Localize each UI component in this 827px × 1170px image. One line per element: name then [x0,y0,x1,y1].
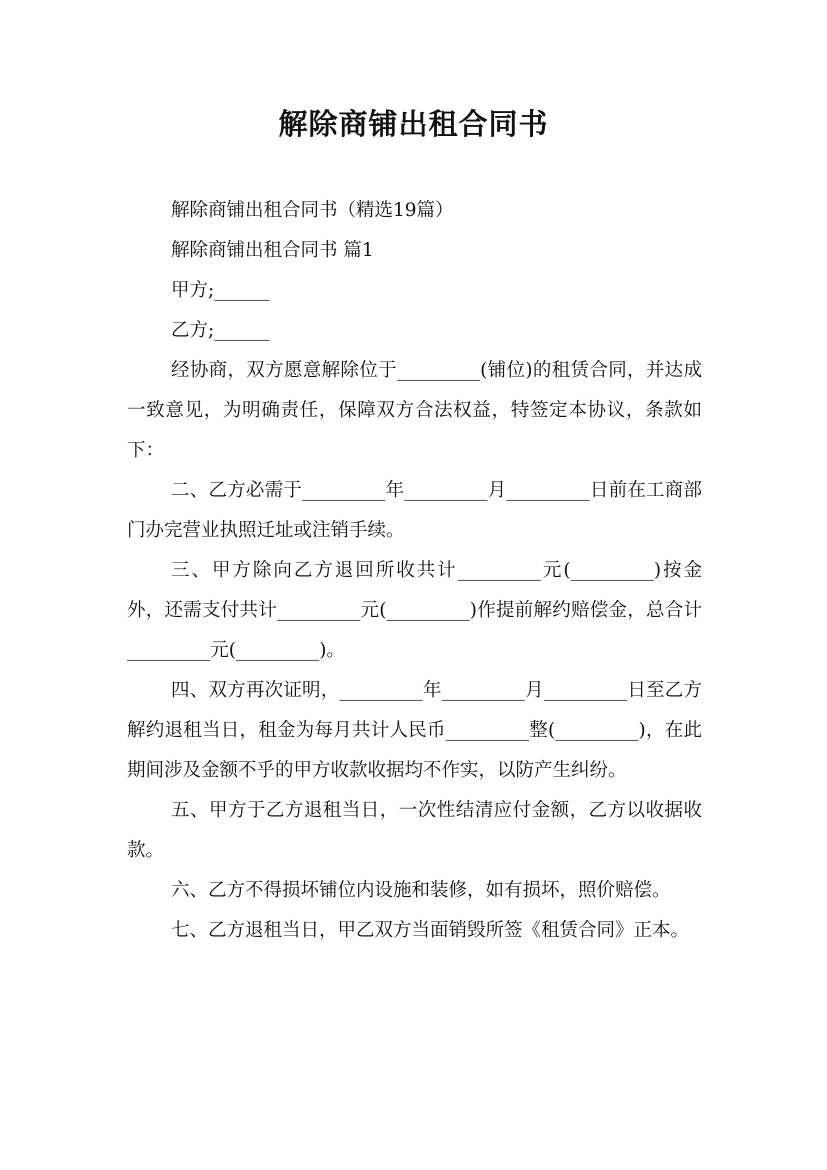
paragraph-subtitle: 解除商铺出租合同书（精选19篇） [171,200,454,221]
document-body [127,191,702,951]
paragraph-preamble: 经协商，双方愿意解除位于_________(铺位)的租赁合同，并达成一致意见，为明确责任，保障双方合法权益，特签定本协议，条款如下： [127,360,702,461]
paragraph-clause-4: 四、双方再次证明，_________年_________月_________日至乙方解约退租当日，租金为每月共计人民币_________整(_________)，在此期间涉及金额不乎的甲方收款收据均不作实，以防产生纠纷。 [127,680,702,781]
paragraph-clause-7: 七、乙方退租当日，甲乙双方当面销毁所签《租赁合同》正本。 [171,920,690,941]
paragraph-clause-2: 二、乙方必需于_________年_________月_________日前在工商部门办完营业执照迁址或注销手续。 [127,480,702,541]
paragraph-clause-6: 六、乙方不得损坏铺位内设施和装修，如有损坏，照价赔偿。 [171,880,671,901]
paragraph-clause-3: 三、甲方除向乙方退回所收共计_________元(_________)按金外，还需支付共计_________元(_________)作提前解约赔偿金，总合计_________元(_________)。 [127,560,702,661]
paragraph-party-a: 甲方;______ [171,280,270,301]
paragraph-party-b: 乙方;______ [171,320,270,341]
paragraph-clause-5: 五、甲方于乙方退租当日，一次性结清应付金额，乙方以收据收款。 [127,800,702,861]
document-title: 解除商铺出租合同书 [278,107,549,141]
paragraph-section-heading: 解除商铺出租合同书 篇1 [171,240,374,261]
